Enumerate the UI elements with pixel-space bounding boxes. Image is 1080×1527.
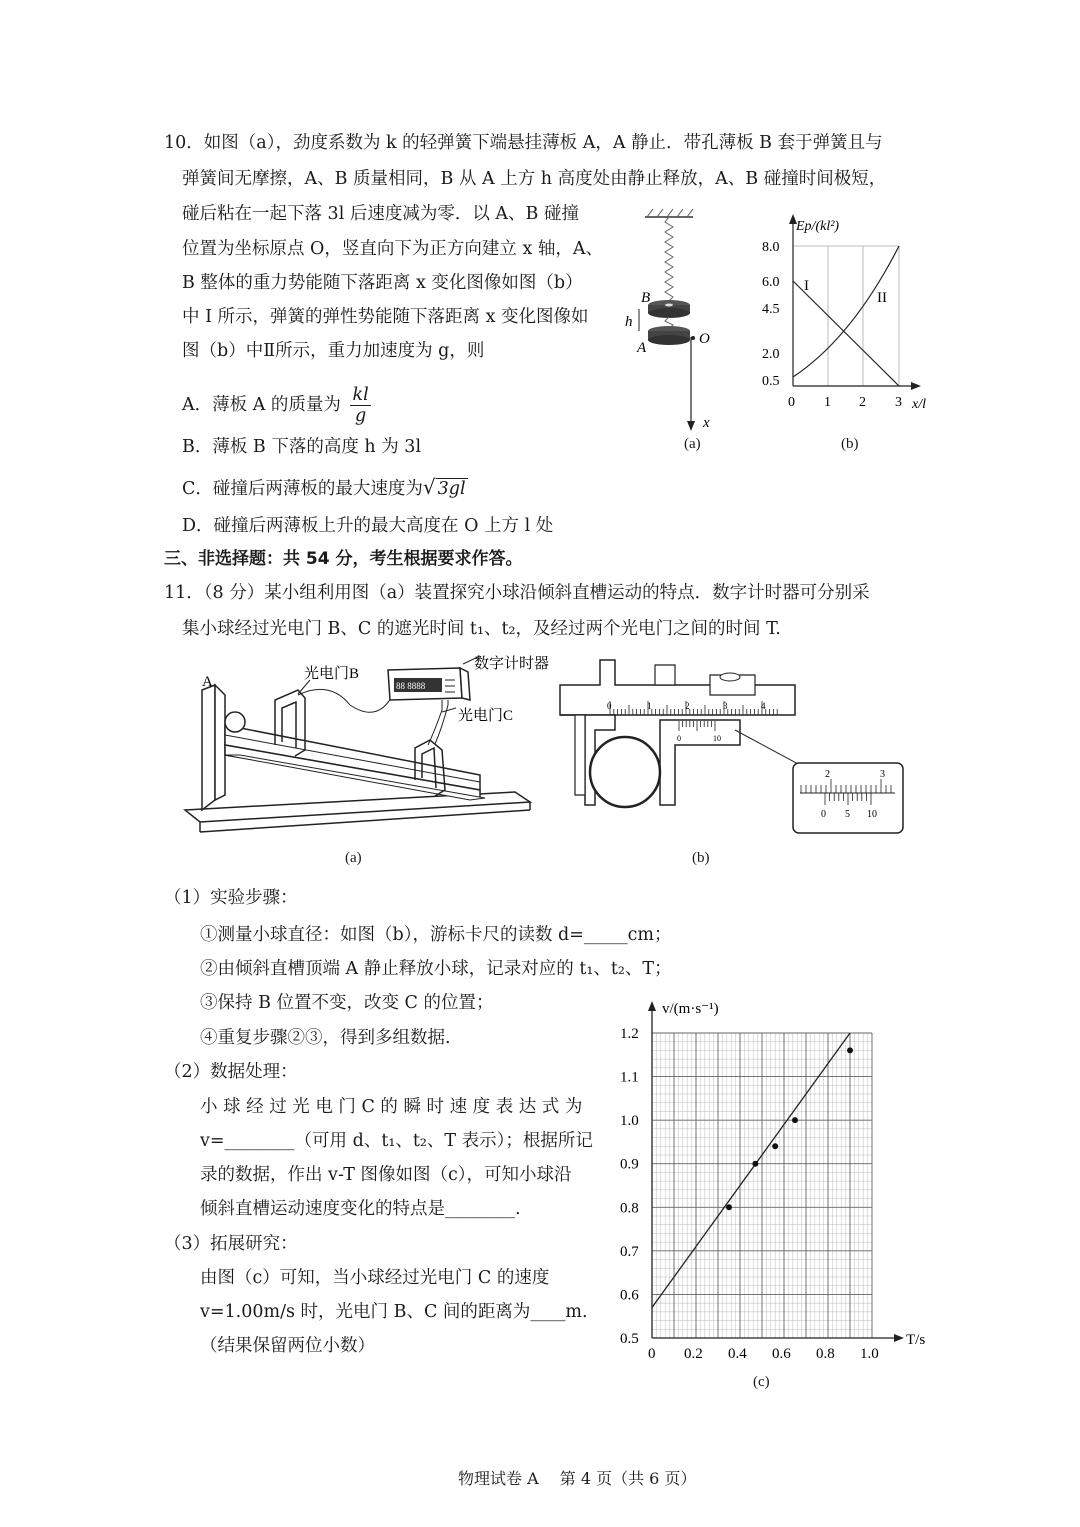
chart-ylabel: v/(m·s⁻¹) xyxy=(662,1001,719,1017)
xtick-2: 2 xyxy=(859,395,866,410)
ytick-label: 0.7 xyxy=(620,1243,639,1260)
sqrt-icon: √ xyxy=(422,475,436,499)
main-scale-3: 3 xyxy=(723,701,728,711)
sqrt-radicand: 3gl xyxy=(437,479,466,499)
xtick-label: 0.2 xyxy=(684,1346,703,1362)
vernier-10: 10 xyxy=(713,734,721,743)
page-footer: 物理试卷 A 第 4 页（共 6 页） xyxy=(458,1469,697,1488)
data-point-3 xyxy=(792,1117,798,1123)
label-x: x xyxy=(703,415,710,431)
ytick-label: 1.2 xyxy=(620,1026,639,1042)
q10-option-a xyxy=(182,385,371,426)
option-a-text: A．薄板 A 的质量为 xyxy=(182,395,341,415)
q11-figure-a xyxy=(180,650,550,840)
q10-line-6: 中 I 所示，弹簧的弹性势能随下落距离 x 变化图像如 xyxy=(182,307,589,327)
ytick-2: 2.0 xyxy=(762,347,780,362)
curve-label-2: II xyxy=(877,290,887,306)
main-scale-0: 0 xyxy=(607,701,612,711)
q11-step-1d: ④重复步骤②③，得到多组数据. xyxy=(200,1028,451,1048)
label-o: O xyxy=(699,331,710,347)
zoom-vernier-10: 10 xyxy=(867,809,877,820)
q11-caption-b: (b) xyxy=(692,850,710,866)
xtick-3: 3 xyxy=(895,395,902,410)
xtick-label: 0.4 xyxy=(728,1346,747,1362)
graph-xlabel: x/l xyxy=(912,397,926,412)
fraction-numerator: kl xyxy=(352,385,369,405)
ytick-label: 0.8 xyxy=(620,1200,639,1217)
data-point-2 xyxy=(772,1143,778,1149)
fraction-denominator: g xyxy=(354,406,367,426)
q11-figure-c-chart xyxy=(610,990,950,1370)
q10-line-5: B 整体的重力势能随下落距离 x 变化图像如图（b） xyxy=(182,273,583,293)
q11-step-3c: （结果保留两位小数） xyxy=(200,1336,375,1356)
q11-figure-b xyxy=(555,655,915,840)
q11-step-2a: 小 球 经 过 光 电 门 C 的 瞬 时 速 度 表 达 式 为 xyxy=(200,1097,583,1117)
ytick-label: 0.9 xyxy=(620,1156,639,1173)
ytick-label: 0.5 xyxy=(620,1331,639,1347)
data-point-1 xyxy=(752,1161,758,1167)
section-3-heading: 三、非选择题：共 54 分，考生根据要求作答。 xyxy=(164,549,523,569)
q11-caption-a: (a) xyxy=(345,850,362,866)
xtick-1: 1 xyxy=(824,395,831,410)
data-point-4 xyxy=(847,1047,853,1053)
label-gate-b: 光电门B xyxy=(304,666,360,682)
q11-step-2b: v=________（可用 d、t₁、t₂、T 表示）；根据所记 xyxy=(200,1131,593,1151)
curve-label-1: I xyxy=(804,278,809,294)
zoom-main-3: 3 xyxy=(880,769,885,780)
main-scale-2: 2 xyxy=(685,701,690,711)
svg-text:88 8888: 88 8888 xyxy=(396,681,426,691)
label-gate-c: 光电门C xyxy=(458,708,514,724)
zoom-main-2: 2 xyxy=(825,769,830,780)
q10-line-3: 碰后粘在一起下落 3l 后速度减为零．以 A、B 碰撞 xyxy=(182,204,579,224)
xtick-0: 0 xyxy=(788,395,795,410)
q10-option-b: B．薄板 B 下落的高度 h 为 3l xyxy=(182,437,422,457)
q10-caption-b: (b) xyxy=(841,436,859,452)
xtick-label: 0.8 xyxy=(816,1346,835,1362)
q11-step-1b: ②由倾斜直槽顶端 A 静止释放小球，记录对应的 t₁、t₂、T； xyxy=(200,959,672,979)
data-point-0 xyxy=(726,1204,732,1210)
option-c-text: C．碰撞后两薄板的最大速度为 xyxy=(182,479,423,499)
q10-line-1: 10．如图（a），劲度系数为 k 的轻弹簧下端悬挂薄板 A，A 静止．带孔薄板 B 套于弹簧且与 xyxy=(164,133,883,153)
q10-line-7: 图（b）中Ⅱ所示，重力加速度为 g，则 xyxy=(182,341,485,361)
zoom-vernier-0: 0 xyxy=(821,809,826,820)
fit-line xyxy=(652,1033,850,1308)
q10-line-2: 弹簧间无摩擦，A、B 质量相同，B 从 A 上方 h 高度处由静止释放，A、B 碰撞时间极短， xyxy=(182,169,887,189)
q11-step-2d: 倾斜直槽运动速度变化的特点是________. xyxy=(200,1199,521,1219)
xtick-label: 0 xyxy=(648,1346,656,1362)
label-h: h xyxy=(625,314,633,330)
ytick-label: 1.0 xyxy=(620,1113,639,1130)
main-scale-1: 1 xyxy=(647,701,652,711)
ytick-4-5: 4.5 xyxy=(762,302,780,317)
xtick-label: 0.6 xyxy=(772,1346,791,1362)
label-a: A xyxy=(637,340,647,356)
option-a-fraction xyxy=(350,385,370,426)
q10-figure-a xyxy=(625,205,735,450)
ytick-label: 1.1 xyxy=(620,1069,639,1086)
q11-step-2c: 录的数据，作出 v-T 图像如图（c），可知小球沿 xyxy=(200,1165,572,1185)
q10-figure-b xyxy=(752,208,952,418)
label-timer: 数字计时器 xyxy=(474,656,550,672)
q11-step-1c: ③保持 B 位置不变，改变 C 的位置； xyxy=(200,993,494,1013)
q11-step-2: （2）数据处理： xyxy=(164,1062,298,1082)
chart-xlabel: T/s xyxy=(906,1332,926,1348)
label-a: A xyxy=(202,674,213,690)
label-b: B xyxy=(641,290,651,306)
ytick-0-5: 0.5 xyxy=(762,374,780,389)
q10-option-c xyxy=(182,474,468,502)
q10-caption-a: (a) xyxy=(684,436,701,452)
q11-step-1: （1）实验步骤： xyxy=(164,888,298,908)
zoom-vernier-5: 5 xyxy=(845,809,850,820)
q11-step-3a: 由图（c）可知，当小球经过光电门 C 的速度 xyxy=(200,1268,550,1288)
q11-step-3: （3）拓展研究： xyxy=(164,1234,298,1254)
xtick-label: 1.0 xyxy=(860,1346,879,1362)
q11-line-2: 集小球经过光电门 B、C 的遮光时间 t₁、t₂，及经过两个光电门之间的时间 T. xyxy=(182,619,781,639)
vernier-0: 0 xyxy=(677,734,681,743)
q11-line-1: 11．（8 分）某小组利用图（a）装置探究小球沿倾斜直槽运动的特点．数字计时器可分别采 xyxy=(164,583,870,603)
q11-step-1a: ①测量小球直径：如图（b），游标卡尺的读数 d=_____cm； xyxy=(200,925,672,945)
graph-ylabel: Ep/(kl²) xyxy=(796,219,840,234)
q11-caption-c: (c) xyxy=(753,1374,770,1390)
q10-option-d: D．碰撞后两薄板上升的最大高度在 O 上方 l 处 xyxy=(182,516,554,536)
ytick-label: 0.6 xyxy=(620,1287,639,1304)
q10-line-4: 位置为坐标原点 O，竖直向下为正方向建立 x 轴，A、 xyxy=(182,239,604,259)
ytick-8: 8.0 xyxy=(762,240,780,255)
q11-step-3b: v=1.00m/s 时，光电门 B、C 间的距离为____m. xyxy=(200,1302,588,1322)
ytick-6: 6.0 xyxy=(762,275,780,290)
main-scale-4: 4 xyxy=(761,701,766,711)
